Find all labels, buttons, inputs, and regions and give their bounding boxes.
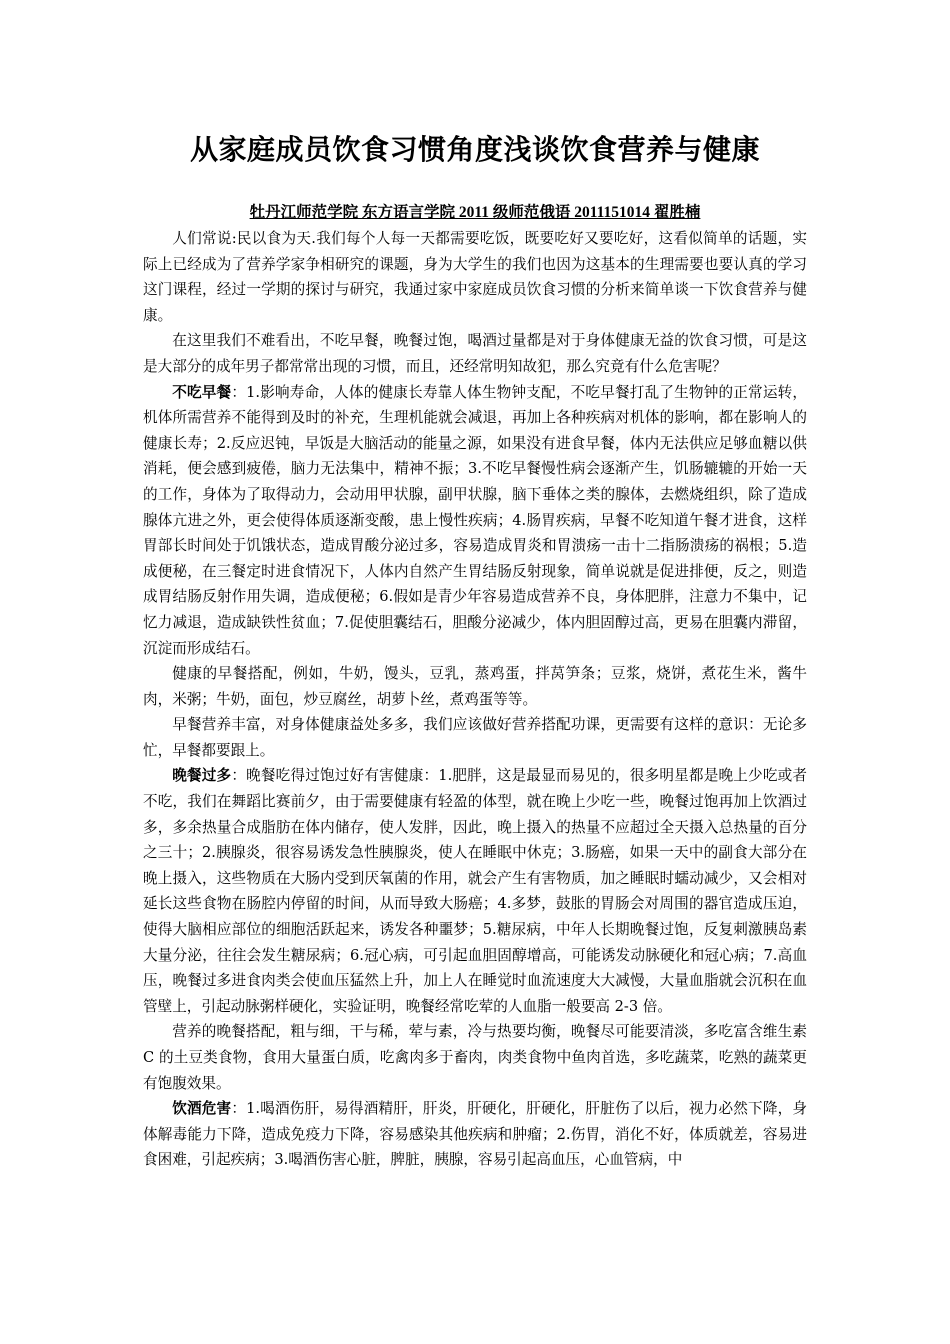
paragraph	[143, 380, 807, 662]
section-heading: 饮酒危害	[172, 1100, 232, 1118]
paragraph-text: 营养的晚餐搭配，粗与细，干与稀，荤与素，冷与热要均衡，晚餐尽可能要清淡，多吃富含维生素 C 的土豆类食物，食用大量蛋白质，吃禽肉多于畜肉，肉类食物中鱼肉首选，多吃蔬菜，吃熟的蔬菜更有饱腹效果。	[143, 1023, 807, 1092]
paragraph-text: ：晚餐吃得过饱过好有害健康：1.肥胖，这是最显而易见的，很多明星都是晚上少吃或者不吃，我们在舞蹈比赛前夕，由于需要健康有轻盈的体型，就在晚上少吃一些，晚餐过饱再加上饮酒过多，多余热量合成脂肪在体内储存，使人发胖，因此，晚上摄入的热量不应超过全天摄入总热量的百分之三十；2.胰腺炎，很容易诱发急性胰腺炎，使人在睡眠中休克；3.肠癌，如果一天中的副食大部分在晚上摄入，这些物质在大肠内受到厌氧菌的作用，就会产生有害物质，加之睡眠时蠕动减少，又会相对延长这些食物在肠腔内停留的时间，从而导致大肠癌；4.多梦，鼓胀的胃肠会对周围的器官造成压迫，使得大脑相应部位的细胞活跃起来，诱发各种噩梦；5.糖尿病，中年人长期晚餐过饱，反复刺激胰岛素大量分泌，往往会发生糖尿病；6.冠心病，可引起血胆固醇增高，可能诱发动脉硬化和冠心病；7.高血压，晚餐过多进食肉类会使血压猛然上升，加上人在睡觉时血流速度大大减慢，大量血脂就会沉积在血管壁上，引起动脉粥样硬化，实验证明，晚餐经常吃荤的人血脂一般要高 2-3 倍。	[143, 767, 807, 1015]
paragraph	[143, 661, 807, 712]
paragraph-text: 在这里我们不难看出，不吃早餐，晚餐过饱，喝酒过量都是对于身体健康无益的饮食习惯，可是这是大部分的成年男子都常常出现的习惯，而且，还经常明知故犯，那么究竟有什么危害呢？	[143, 332, 807, 375]
paragraph	[143, 328, 807, 379]
paragraph	[143, 226, 807, 328]
paragraph-text: 早餐营养丰富，对身体健康益处多多，我们应该做好营养搭配功课，更需要有这样的意识：无论多忙，早餐都要跟上。	[143, 716, 807, 759]
paragraph	[143, 1096, 807, 1173]
section-heading: 不吃早餐	[172, 383, 232, 401]
paragraph	[143, 1019, 807, 1096]
paragraph-text: ：1.影响寿命，人体的健康长寿靠人体生物钟支配，不吃早餐打乱了生物钟的正常运转，机体所需营养不能得到及时的补充，生理机能就会减退，再加上各种疾病对机体的影响，都在影响人的健康长寿；2.反应迟钝，早饭是大脑活动的能量之源，如果没有进食早餐，体内无法供应足够血糖以供消耗，便会感到疲倦，脑力无法集中，精神不振；3.不吃早餐慢性病会逐渐产生，饥肠辘辘的开始一天的工作，身体为了取得动力，会动用甲状腺，副甲状腺，脑下垂体之类的腺体，去燃烧组织，除了造成腺体亢进之外，更会使得体质逐渐变酸，患上慢性疾病；4.肠胃疾病，早餐不吃知道午餐才进食，这样胃部长时间处于饥饿状态，造成胃酸分泌过多，容易造成胃炎和胃溃疡一击十二指肠溃疡的祸根；5.造成便秘，在三餐定时进食情况下，人体内自然产生胃结肠反射现象，简单说就是促进排便，反之，则造成胃结肠反射作用失调，造成便秘；6.假如是青少年容易造成营养不良，身体肥胖，注意力不集中，记忆力减退，造成缺铁性贫血；7.促使胆囊结石，胆酸分泌减少，体内胆固醇过高，更易在胆囊内滞留，沉淀而形成结石。	[143, 383, 807, 657]
paragraph-text: 人们常说:民以食为天.我们每个人每一天都需要吃饭，既要吃好又要吃好，这看似简单的话题，实际上已经成为了营养学家争相研究的课题，身为大学生的我们也因为这基本的生理需要也要认真的学习这门课程，经过一学期的探讨与研究，我通过家中家庭成员饮食习惯的分析来简单谈一下饮食营养与健康。	[143, 230, 807, 324]
document-body	[143, 226, 807, 1173]
paragraph	[143, 763, 807, 1019]
document-title: 从家庭成员饮食习惯角度浅谈饮食营养与健康	[189, 133, 760, 166]
section-heading: 晚餐过多	[172, 767, 232, 785]
paragraph-text: ：1.喝酒伤肝，易得酒精肝，肝炎，肝硬化，肝硬化，肝脏伤了以后，视力必然下降，身体解毒能力下降，造成免疫力下降，容易感染其他疾病和肿瘤；2.伤胃，消化不好，体质就差，容易进食困难，引起疾病；3.喝酒伤害心脏，脾脏，胰腺，容易引起高血压，心血管病，中	[143, 1100, 807, 1169]
paragraph-text: 健康的早餐搭配，例如，牛奶，馒头，豆乳，蒸鸡蛋，拌莴笋条；豆浆，烧饼，煮花生米，酱牛肉，米粥；牛奶，面包，炒豆腐丝，胡萝卜丝，煮鸡蛋等等。	[143, 665, 807, 708]
author-line: 牡丹江师范学院 东方语言学院 2011 级师范俄语 2011151014 翟胜楠	[249, 204, 701, 221]
paragraph	[143, 712, 807, 763]
